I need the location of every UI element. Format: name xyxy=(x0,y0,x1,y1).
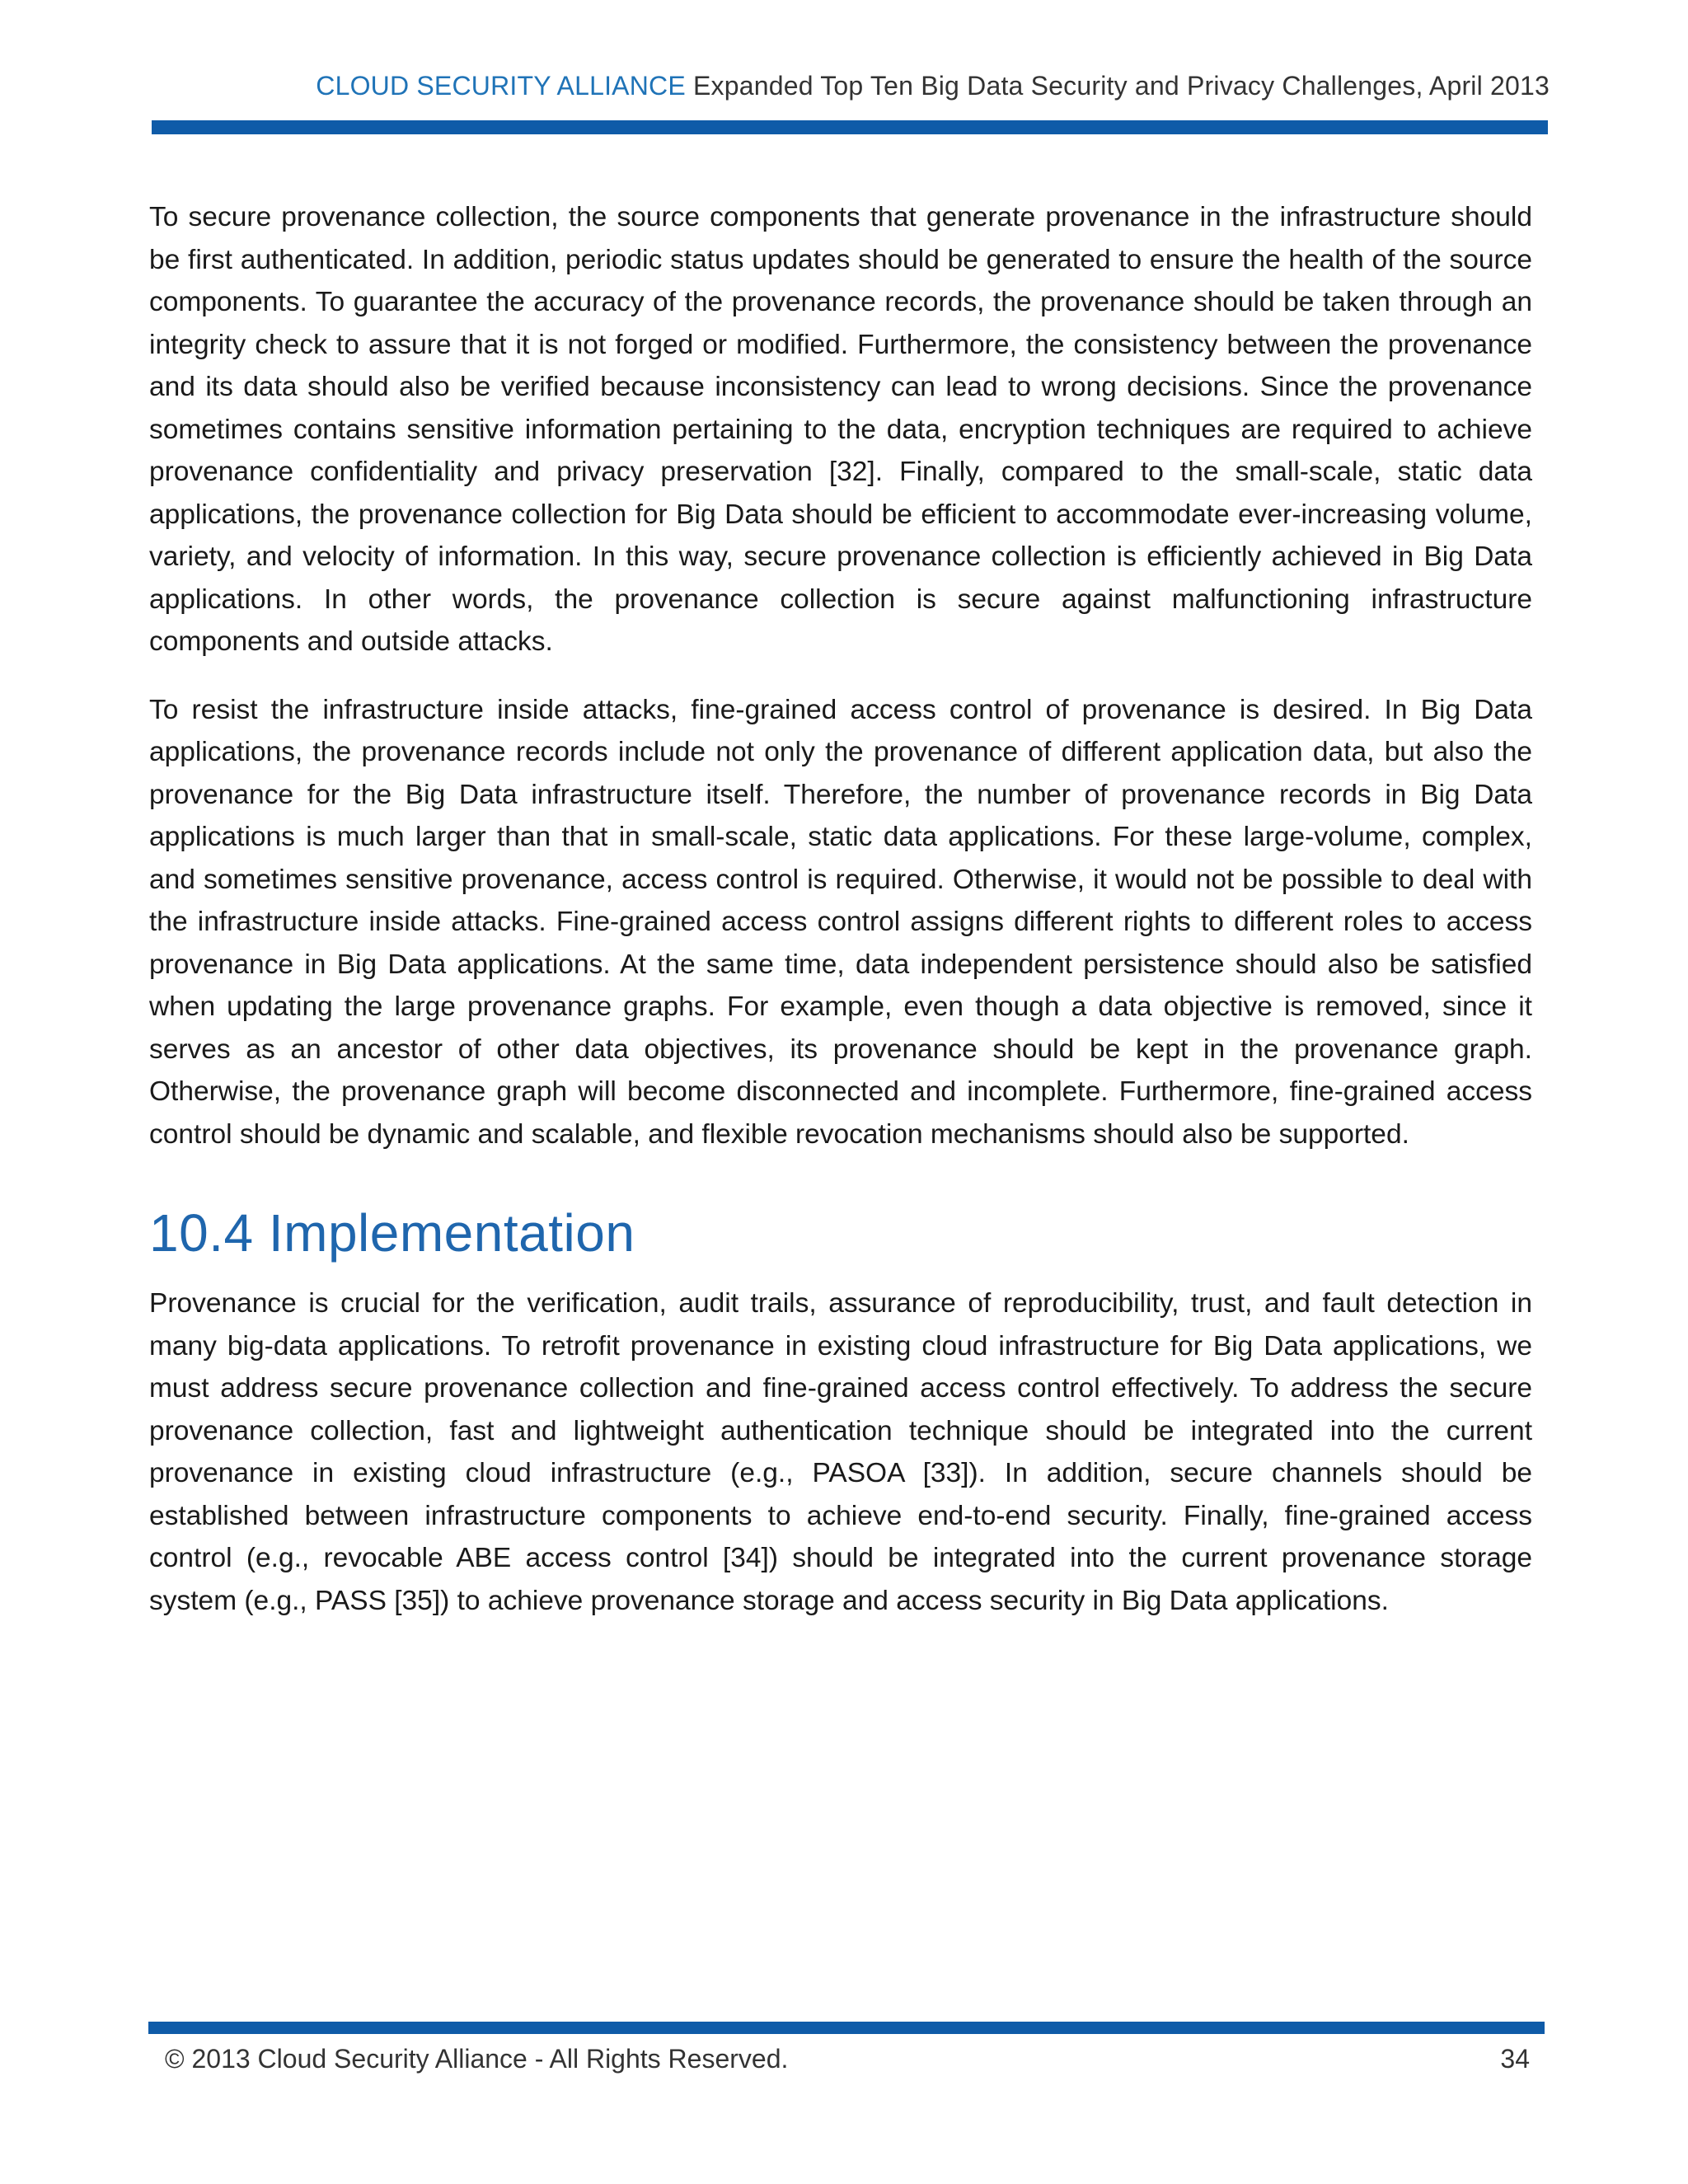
body-paragraph-2: To resist the infrastructure inside attacks, fine-grained access control of provenance is desired. In Big Data applications, the provenance records include not only the provenance of different application data, but also the provenance for the Big Data infrastructure itself. Therefore, the number of provenance records in Big Data applications is much larger than that in small-scale, static data applications. For these large-volume, complex, and sometimes sensitive provenance, access control is required. Otherwise, it would not be possible to deal with the infrastructure inside attacks. Fine-grained access control assigns different rights to different roles to access provenance in Big Data applications. At the same time, data independent persistence should also be satisfied when updating the large provenance graphs. For example, even though a data objective is removed, since it serves as an ancestor of other data objectives, its provenance should be kept in the provenance graph. Otherwise, the provenance graph will become disconnected and incomplete. Furthermore, fine-grained access control should be dynamic and scalable, and flexible revocation mechanisms should also be supported. xyxy=(149,694,1532,1150)
running-header xyxy=(316,71,1550,101)
header-title: Expanded Top Ten Big Data Security and Privacy Challenges, April 2013 xyxy=(685,71,1550,101)
header-rule xyxy=(152,120,1548,134)
body-paragraph-1: To secure provenance collection, the source components that generate provenance in the infrastructure should be first authenticated. In addition, periodic status updates should be generated to ensure the health of the source components. To guarantee the accuracy of the provenance records, the provenance should be taken through an integrity check to assure that it is not forged or modified. Furthermore, the consistency between the provenance and its data should also be verified because inconsistency can lead to wrong decisions. Since the provenance sometimes contains sensitive information pertaining to the data, encryption techniques are required to achieve provenance confidentiality and privacy preservation [32]. Finally, compared to the small-scale, static data applications, the provenance collection for Big Data should be efficient to accommodate ever-increasing volume, variety, and velocity of information. In this way, secure provenance collection is efficiently achieved in Big Data applications. In other words, the provenance collection is secure against malfunctioning infrastructure components and outside attacks. xyxy=(149,202,1532,657)
footer-copyright: © 2013 Cloud Security Alliance - All Rights Reserved. xyxy=(165,2044,789,2074)
body-paragraph-3: Provenance is crucial for the verification, audit trails, assurance of reproducibility, trust, and fault detection in many big-data applications. To retrofit provenance in existing cloud infrastructure for Big Data applications, we must address secure provenance collection and fine-grained access control effectively. To address the secure provenance collection, fast and lightweight authentication technique should be integrated into the current provenance in existing cloud infrastructure (e.g., PASOA [33]). In addition, secure channels should be established between infrastructure components to achieve end-to-end security. Finally, fine-grained access control (e.g., revocable ABE access control [34]) should be integrated into the current provenance storage system (e.g., PASS [35]) to achieve provenance storage and access security in Big Data applications. xyxy=(149,1288,1532,1616)
section-heading: 10.4 Implementation xyxy=(149,1203,635,1263)
page-number: 34 xyxy=(1500,2044,1530,2074)
header-brand: CLOUD SECURITY ALLIANCE xyxy=(316,71,686,101)
footer-rule xyxy=(148,2022,1545,2034)
page-content xyxy=(149,196,1532,1647)
